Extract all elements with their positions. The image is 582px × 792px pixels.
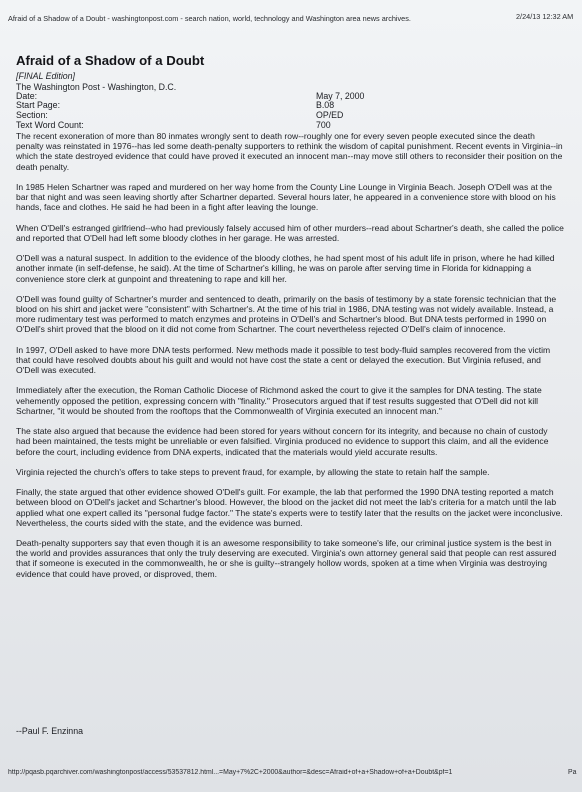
article-title: Afraid of a Shadow of a Doubt [16, 53, 205, 68]
article-paragraph: Finally, the state argued that other evidence showed O'Dell's guilt. For example, the lab that performed the 1990 DNA testing reported a match between blood on O'Dell's jacket and Schartner's blood. However, the blood on the jacket did not meet the lab's criteria for a match until the lab applied what one expert called its "personal fudge factor." The state's experts were to testify later that the results on the jacket were inconclusive. Nevertheless, the courts sided with the state, and the evidence was burned. [16, 487, 563, 528]
meta-value: B.08 [316, 100, 335, 111]
meta-label: Start Page: [16, 100, 61, 111]
article-metadata [16, 92, 376, 131]
article-paragraph: In 1985 Helen Schartner was raped and murdered on her way home from the County Line Lounge in Virginia Beach. Joseph O'Dell was at the bar that night and was seen leaving shortly after Schartner departed. Several hours later, he appeared in a convenience store with blood on his hands, face and clothes. He said he had been in a fight after leaving the lounge. [16, 181, 556, 213]
print-header-source: Afraid of a Shadow of a Doubt - washingtonpost.com - search nation, world, technology and Washington area news archives. [8, 14, 411, 23]
article-paragraph: When O'Dell's estranged girlfriend--who had previously falsely accused him of other murders--read about Schartner's death, she called the police and reported that O'Dell had left some bloody clothes in her garage. He was arrested. [16, 222, 564, 243]
meta-value: May 7, 2000 [316, 90, 365, 101]
print-footer-page: Pa [568, 769, 577, 776]
article-body [16, 131, 564, 589]
article-paragraph: Virginia rejected the church's offers to take steps to prevent fraud, for example, by allowing the state to retain half the sample. [16, 466, 490, 477]
article-paragraph: Death-penalty supporters say that even though it is an awesome responsibility to take someone's life, our criminal justice system is the best in the world and provides assurances that only the truly deserving are executed. Virginia's own attorney general said that people can rest assured that if someone is executed in the commonwealth, he or she is guilty--strangely hollow words, spoken at a time when Virginia was destroying evidence that could have proved, or disproved, them. [16, 538, 557, 579]
meta-value: OP/ED [316, 109, 344, 120]
article-paragraph: The recent exoneration of more than 80 inmates wrongly sent to death row--roughly one for every seven people executed since the death penalty was reinstated in 1976--has led some death-penalty supporters to rethink the wisdom of capital punishment. Recent events in Virginia--in which the state destroyed evidence that could have proved it executed an innocent man--may move still others to reconsider their position on the death penalty. [16, 131, 563, 172]
article-paragraph: O'Dell was found guilty of Schartner's murder and sentenced to death, primarily on the basis of testimony by a state forensic technician that the blood on his shirt and jacket were "consistent" with Schartner's. At the time of his trial in 1986, DNA testing was not widely available. Instead, a more rudimentary test was performed to match enzymes and proteins in O'Dell's and Schartner's blood. But DNA tests performed in 1990 on O'Dell's shirt proved that the blood on it did not come from Schartner. The court nevertheless rejected O'Dell's claim of innocence. [16, 293, 557, 335]
article-signature: --Paul F. Enzinna [16, 726, 83, 736]
article-paragraph: In 1997, O'Dell asked to have more DNA tests performed. New methods made it possible to test body-fluid samples recovered from the victim that could have resolved doubts about his guilt and would not have cost the state a cent or delayed the execution. But Virginia refused, and O'Dell was executed. [16, 344, 551, 376]
meta-row-word-count [16, 121, 376, 131]
article-paragraph: O'Dell was a natural suspect. In addition to the evidence of the bloody clothes, he had spent most of his adult life in prison, where he had killed another inmate (in self-defense, he said). At the time of Schartner's killing, he was on parole after serving time in Florida for kidnapping a convenience store clerk at gunpoint and threatening to rape and kill her. [16, 253, 555, 284]
article-edition: [FINAL Edition] [16, 71, 76, 81]
meta-label: Date: [16, 90, 38, 101]
article-paragraph: The state also argued that because the evidence had been stored for years without concern for its integrity, and because no chain of custody had been maintained, the tests might be unreliable or even falsified. Virginia produced no evidence to support this claim, and all the evidence before the court, including evidence from DNA experts, indicated that the materials would yield accurate results. [16, 426, 549, 457]
print-header-timestamp: 2/24/13 12:32 AM [516, 12, 574, 21]
meta-label: Section: [16, 109, 48, 120]
print-footer-url: http://pqasb.pqarchiver.com/washingtonpost/access/53537812.html...=May+7%2C+2000&author=&desc=Afraid+of+a+Shadow+of+a+Doubt&pf=1 [8, 769, 453, 776]
article-paragraph: Immediately after the execution, the Roman Catholic Diocese of Richmond asked the court to give it the samples for DNA testing. The state vehemently opposed the petition, expressing concern with "finality." Prosecutors argued that if test results suggested that O'Dell did not kill Schartner, "it would be shouted from the rooftops that the Commonwealth of Virginia executed an innocent man." [16, 385, 542, 416]
meta-value: 700 [316, 119, 331, 130]
article-publisher: The Washington Post - Washington, D.C. [16, 81, 177, 92]
meta-label: Text Word Count: [16, 119, 84, 130]
